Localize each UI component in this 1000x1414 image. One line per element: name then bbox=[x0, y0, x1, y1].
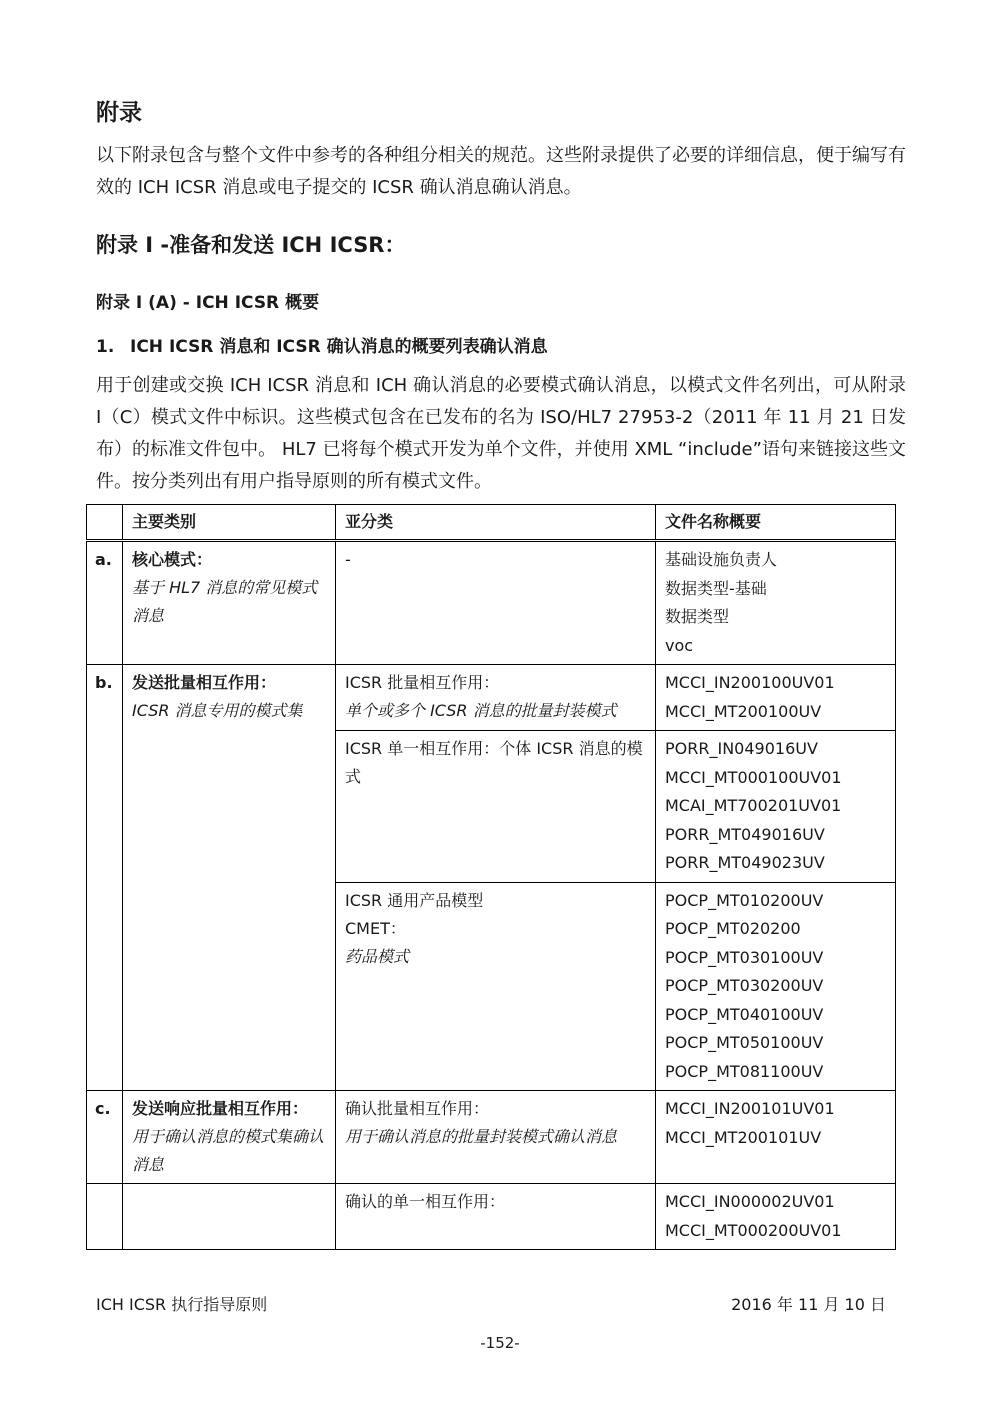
file-name: voc bbox=[665, 635, 694, 655]
file-name: MCCI_MT000100UV01 bbox=[665, 767, 842, 787]
subcategory-title: ICSR 通用产品模型 bbox=[345, 890, 484, 910]
subcategory-note: 药品模式 bbox=[345, 946, 410, 966]
file-name: MCCI_MT000200UV01 bbox=[665, 1220, 842, 1240]
subcategory-note: 单个或多个 ICSR 消息的批量封装模式 bbox=[345, 701, 617, 720]
file-name: MCAI_MT700201UV01 bbox=[665, 796, 842, 815]
file-name: 数据类型 bbox=[665, 607, 730, 626]
header-category: 主要类别 bbox=[123, 505, 336, 541]
subcategory-cell bbox=[336, 1184, 656, 1250]
table-row bbox=[87, 665, 896, 731]
table-row bbox=[87, 1091, 896, 1184]
file-name: POCP_MT050100UV bbox=[665, 1033, 824, 1052]
intro-paragraph: 以下附录包含与整个文件中参考的各种组分相关的规范。这些附录提供了必要的详细信息，便于编写有效的 ICH ICSR 消息或电子提交的 ICSR 确认消息确认消息。 bbox=[96, 145, 906, 198]
category-note: ICSR 消息专用的模式集 bbox=[132, 701, 303, 720]
files-cell bbox=[656, 665, 896, 731]
subcategory-cmet: CMET： bbox=[345, 918, 406, 938]
footer-doc-title: ICH ICSR 执行指导原则 bbox=[96, 1295, 268, 1314]
file-name: MCCI_MT200100UV bbox=[665, 701, 822, 721]
category-cell bbox=[123, 541, 336, 665]
files-cell bbox=[656, 882, 896, 1091]
row-index bbox=[87, 1184, 123, 1250]
header-files: 文件名称概要 bbox=[656, 505, 896, 541]
section-title: ICH ICSR 消息和 ICSR 确认消息的概要列表确认消息 bbox=[130, 337, 548, 357]
row-index: c. bbox=[87, 1091, 123, 1184]
page-number: -152- bbox=[480, 1334, 520, 1352]
file-name: MCCI_IN200101UV01 bbox=[665, 1099, 835, 1118]
file-name: MCCI_IN200100UV01 bbox=[665, 673, 835, 692]
footer-date: 2016 年 11 月 10 日 bbox=[731, 1295, 886, 1314]
subcategory-cell bbox=[336, 541, 656, 665]
category-title: 核心模式： bbox=[132, 550, 213, 569]
files-cell bbox=[656, 541, 896, 665]
subcategory-title: 确认的单一相互作用： bbox=[345, 1192, 506, 1211]
category-cell bbox=[123, 1184, 336, 1250]
file-name: 数据类型-基础 bbox=[665, 578, 767, 598]
subcategory-title: 确认批量相互作用： bbox=[345, 1099, 490, 1118]
file-name: POCP_MT020200 bbox=[665, 919, 801, 938]
category-cell bbox=[123, 1091, 336, 1184]
subcategory-cell bbox=[336, 665, 656, 731]
subcategory-cell bbox=[336, 882, 656, 1091]
category-title: 发送批量相互作用： bbox=[132, 673, 277, 692]
row-index: b. bbox=[87, 665, 123, 1091]
section-1-heading bbox=[96, 332, 548, 357]
row-index: a. bbox=[87, 541, 123, 665]
file-name: POCP_MT030100UV bbox=[665, 947, 824, 967]
file-name: POCP_MT040100UV bbox=[665, 1004, 824, 1024]
annex-1-heading: 附录 I -准备和发送 ICH ICSR： bbox=[96, 233, 406, 257]
subcategory-cell bbox=[336, 1091, 656, 1184]
appendix-heading: 附录 bbox=[96, 100, 142, 126]
category-note: 用于确认消息的模式集确认消息 bbox=[132, 1127, 325, 1174]
category-cell bbox=[123, 665, 336, 1091]
section-number: 1. bbox=[96, 337, 115, 357]
section-1-body: 用于创建或交换 ICH ICSR 消息和 ICH 确认消息的必要模式确认消息，以模式文件名列出，可从附录 I（C）模式文件中标识。这些模式包含在已发布的名为 ISO/HL7 27953-2（2011 年 11 月 21 日发布）的标准文件包中。 HL7 已将每个模式开发为单个文件，并使用 XML “include”语句来链接这些文件。按分类列出有用户指导原则的所有模式文件。 bbox=[96, 375, 906, 492]
file-name: PORR_IN049016UV bbox=[665, 739, 818, 758]
annex-1a-heading: 附录 I (A) - ICH ICSR 概要 bbox=[96, 293, 320, 313]
file-name: MCCI_MT200101UV bbox=[665, 1127, 822, 1147]
file-name: POCP_MT010200UV bbox=[665, 890, 824, 910]
file-name: MCCI_IN000002UV01 bbox=[665, 1192, 835, 1211]
table-row bbox=[87, 541, 896, 665]
subcategory-title: ICSR 批量相互作用： bbox=[345, 673, 500, 692]
files-cell bbox=[656, 1091, 896, 1184]
file-name: POCP_MT030200UV bbox=[665, 976, 824, 995]
header-index-cell bbox=[87, 505, 123, 541]
subcategory-title: - bbox=[345, 550, 351, 569]
files-cell bbox=[656, 731, 896, 883]
table-header-row bbox=[87, 505, 896, 541]
category-title: 发送响应批量相互作用： bbox=[132, 1099, 309, 1118]
schema-table bbox=[86, 504, 896, 1250]
file-name: PORR_MT049016UV bbox=[665, 824, 825, 844]
table-row bbox=[87, 1184, 896, 1250]
subcategory-title: ICSR 单一相互作用：个体 ICSR 消息的模式 bbox=[345, 739, 643, 786]
file-name: PORR_MT049023UV bbox=[665, 853, 825, 872]
file-name: POCP_MT081100UV bbox=[665, 1061, 824, 1081]
subcategory-note: 用于确认消息的批量封装模式确认消息 bbox=[345, 1127, 618, 1146]
files-cell bbox=[656, 1184, 896, 1250]
header-subcategory: 亚分类 bbox=[336, 505, 656, 541]
category-note: 基于 HL7 消息的常见模式消息 bbox=[132, 578, 318, 625]
file-name: 基础设施负责人 bbox=[665, 550, 778, 569]
subcategory-cell bbox=[336, 731, 656, 883]
